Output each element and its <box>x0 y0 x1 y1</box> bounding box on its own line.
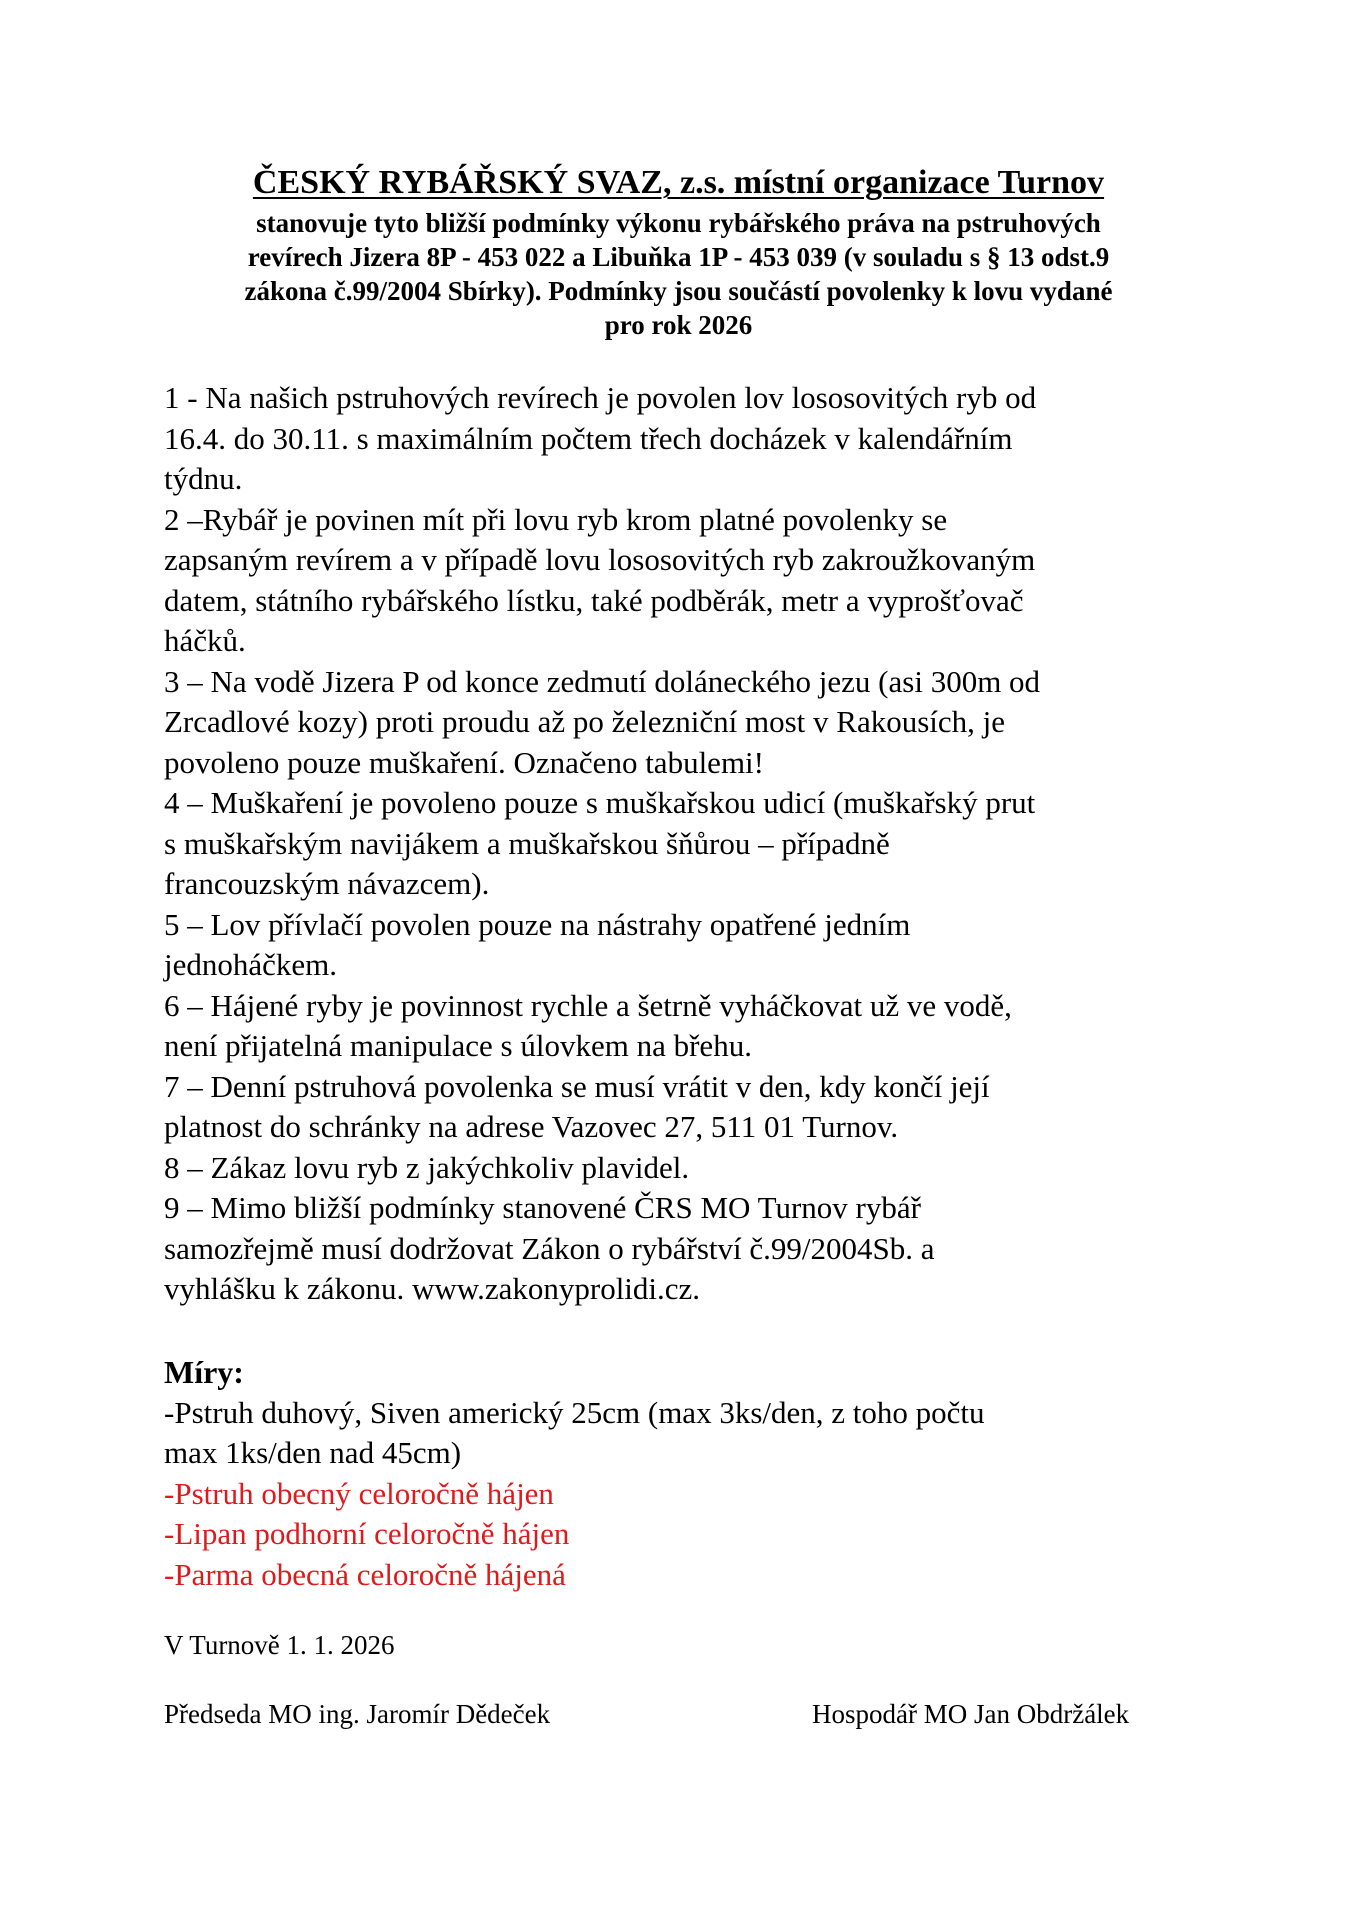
rule-line: 7 – Denní pstruhová povolenka se musí vrátit v den, kdy končí její <box>164 1068 990 1104</box>
rule-line: 2 –Rybář je povinen mít při lovu ryb krom platné povolenky se <box>164 501 948 537</box>
rule-line: datem, státního rybářského lístku, také podběrák, metr a vyprošťovač <box>164 582 1024 618</box>
rule-line: samozřejmě musí dodržovat Zákon o rybářství č.99/2004Sb. a <box>164 1230 935 1266</box>
rule-line: francouzským návazcem). <box>164 866 490 901</box>
rule-line: s muškařským navijákem a muškařskou šňůrou – případně <box>164 825 890 861</box>
measure-item-protected: -Pstruh obecný celoročně hájen <box>164 1475 554 1511</box>
rule-1 <box>164 378 1234 500</box>
document-subtitle <box>100 206 1257 342</box>
rule-line: 9 – Mimo bližší podmínky stanovené ČRS MO Turnov rybář <box>164 1190 921 1225</box>
subtitle-line: zákona č.99/2004 Sbírky). Podmínky jsou součástí povolenky k lovu vydané <box>244 276 1113 306</box>
rule-7 <box>164 1067 1234 1148</box>
rule-line: platnost do schránky na adrese Vazovec 27, 511 01 Turnov. <box>164 1109 899 1144</box>
rule-line: 8 – Zákaz lovu ryb z jakýchkoliv plavidel. <box>164 1149 690 1185</box>
rule-line: 16.4. do 30.11. s maximálním počtem třech docházek v kalendářním <box>164 420 1013 456</box>
subtitle-line: pro rok 2026 <box>604 310 753 340</box>
rule-line: háčků. <box>164 623 246 658</box>
rule-line: zapsaným revírem a v případě lovu lososovitých ryb zakroužkovaným <box>164 542 1036 577</box>
chairman-signature-line: Předseda MO ing. Jaromír Dědeček <box>164 1699 551 1729</box>
rules-list <box>164 378 1234 1310</box>
rule-line: 1 - Na našich pstruhových revírech je povolen lov lososovitých ryb od <box>164 380 1037 415</box>
rule-line: 6 – Hájené ryby je povinnost rychle a šetrně vyháčkovat už ve vodě, <box>164 987 1012 1023</box>
rule-line: není přijatelná manipulace s úlovkem na břehu. <box>164 1028 752 1063</box>
rule-line: povoleno pouze muškaření. Označeno tabulemi! <box>164 744 764 780</box>
rule-line: jednoháčkem. <box>164 947 338 982</box>
place-date: V Turnově 1. 1. 2026 <box>164 1630 395 1660</box>
rule-2 <box>164 500 1234 662</box>
rule-9 <box>164 1188 1234 1310</box>
subtitle-line: stanovuje tyto bližší podmínky výkonu rybářského práva na pstruhových <box>256 208 1101 238</box>
document-title: ČESKÝ RYBÁŘSKÝ SVAZ, z.s. místní organizace Turnov <box>252 164 1105 201</box>
rule-line: Zrcadlové kozy) proti proudu až po železniční most v Rakousích, je <box>164 704 1006 739</box>
rule-line: 4 – Muškaření je povoleno pouze s muškařskou udicí (muškařský prut <box>164 785 1036 820</box>
measure-item-protected: -Lipan podhorní celoročně hájen <box>164 1516 570 1551</box>
rule-4 <box>164 783 1234 905</box>
steward-signature-line: Hospodář MO Jan Obdržálek <box>812 1699 1130 1729</box>
rule-line: 3 – Na vodě Jizera P od konce zedmutí doláneckého jezu (asi 300m od <box>164 663 1041 699</box>
measure-item: -Pstruh duhový, Siven americký 25cm (max 3ks/den, z toho počtu <box>164 1394 985 1430</box>
measures-section <box>164 1352 1234 1595</box>
measures-heading: Míry: <box>164 1354 244 1390</box>
subtitle-line: revírech Jizera 8P - 453 022 a Libuňka 1P - 453 039 (v souladu s § 13 odst.9 <box>247 242 1110 272</box>
rule-line: 5 – Lov přívlačí povolen pouze na nástrahy opatřené jedním <box>164 906 911 942</box>
rule-3 <box>164 662 1234 784</box>
rule-line: vyhlášku k zákonu. www.zakonyprolidi.cz. <box>164 1271 701 1306</box>
rule-5 <box>164 905 1234 986</box>
rule-line: týdnu. <box>164 461 243 496</box>
rule-8 <box>164 1148 1234 1189</box>
measure-item: max 1ks/den nad 45cm) <box>164 1435 462 1470</box>
measure-item-protected: -Parma obecná celoročně hájená <box>164 1556 566 1592</box>
rule-6 <box>164 986 1234 1067</box>
